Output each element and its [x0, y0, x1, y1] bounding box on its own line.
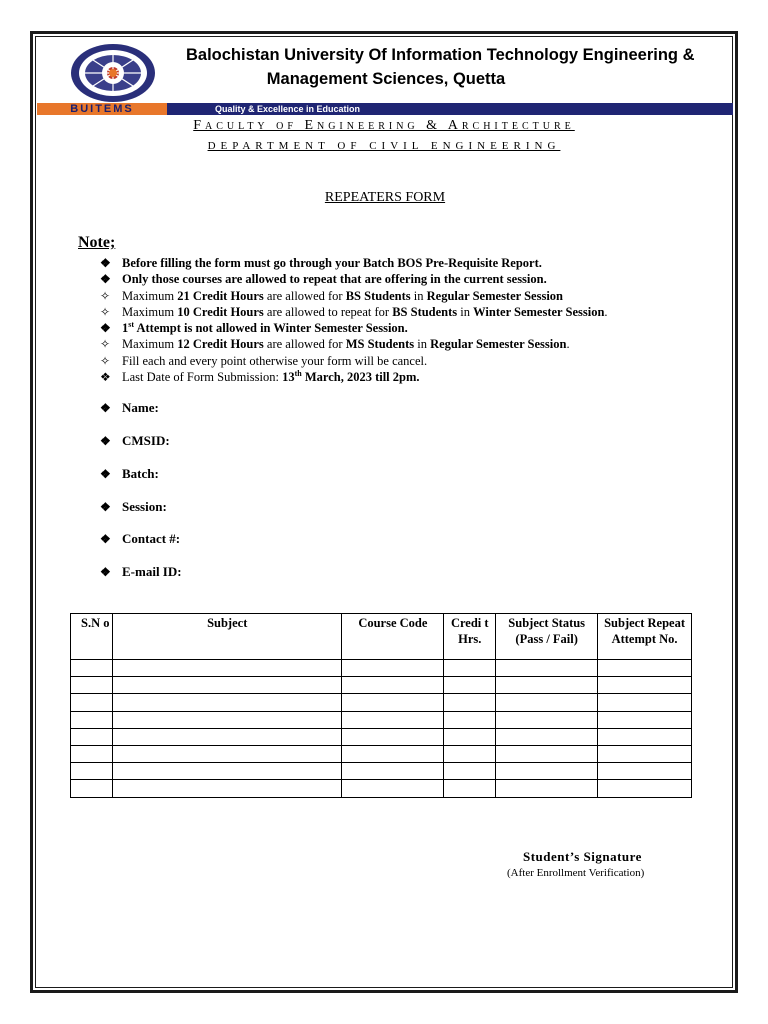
table-row	[71, 745, 692, 762]
note-item: ✧ Maximum 10 Credit Hours are allowed to repeat for BS Students in Winter Semester Session.	[100, 304, 608, 319]
table-cell[interactable]	[342, 763, 444, 780]
diamond-bullet-icon: ❖	[100, 434, 111, 448]
table-cell[interactable]	[598, 711, 692, 728]
table-row	[71, 660, 692, 677]
signature-title: Student’s Signature	[523, 849, 642, 864]
table-cell[interactable]	[598, 660, 692, 677]
field-cmsid[interactable]: ❖ CMSID:	[100, 433, 170, 448]
field-session[interactable]: ❖ Session:	[100, 499, 167, 514]
table-cell[interactable]	[112, 780, 342, 797]
table-cell[interactable]	[112, 745, 342, 762]
table-cell[interactable]	[444, 780, 496, 797]
diamond-bullet-icon: ❖	[100, 500, 111, 514]
table-cell[interactable]	[342, 745, 444, 762]
diamond-bullet-icon: ❖	[100, 532, 111, 546]
note-item: ✧ Fill each and every point otherwise your form will be cancel.	[100, 353, 428, 368]
table-cell[interactable]	[444, 677, 496, 694]
table-cell[interactable]	[496, 677, 598, 694]
table-row	[71, 694, 692, 711]
note-heading: Note;	[78, 234, 116, 251]
diamond-bullet-icon: ❖	[100, 321, 111, 336]
table-cell[interactable]	[71, 728, 113, 745]
table-cell[interactable]	[342, 728, 444, 745]
table-cell[interactable]	[598, 780, 692, 797]
diamond-bullet-icon: ✧	[100, 288, 111, 303]
table-cell[interactable]	[342, 780, 444, 797]
table-cell[interactable]	[598, 677, 692, 694]
diamond-bullet-icon: ✧	[100, 304, 111, 319]
faculty-heading: Faculty of Engineering & Architecture	[193, 118, 575, 133]
note-list	[100, 255, 720, 385]
tagline: Quality & Excellence in Education	[215, 104, 361, 114]
note-item: ❖ Before filling the form must go through your Batch BOS Pre-Requisite Report.	[100, 256, 542, 270]
table-row	[71, 677, 692, 694]
table-cell[interactable]	[598, 763, 692, 780]
table-cell[interactable]	[444, 745, 496, 762]
table-cell[interactable]	[342, 660, 444, 677]
table-cell[interactable]	[496, 711, 598, 728]
table-row	[71, 711, 692, 728]
diamond-bullet-icon: ❖	[100, 565, 111, 579]
repeat-courses-table	[70, 613, 692, 798]
table-cell[interactable]	[496, 780, 598, 797]
table-cell[interactable]	[71, 660, 113, 677]
university-name-line2: Management Sciences, Quetta	[266, 70, 506, 88]
table-cell[interactable]	[71, 763, 113, 780]
table-cell[interactable]	[342, 694, 444, 711]
table-cell[interactable]	[71, 745, 113, 762]
table-cell[interactable]	[444, 694, 496, 711]
diamond-bullet-icon: ❖	[100, 370, 111, 385]
table-cell[interactable]	[598, 728, 692, 745]
table-body	[71, 660, 692, 798]
table-cell[interactable]	[444, 711, 496, 728]
table-cell[interactable]	[71, 711, 113, 728]
table-cell[interactable]	[598, 745, 692, 762]
table-row	[71, 728, 692, 745]
university-logo-icon	[68, 42, 158, 104]
table-cell[interactable]	[71, 677, 113, 694]
table-cell[interactable]	[112, 694, 342, 711]
table-cell[interactable]	[444, 763, 496, 780]
table-cell[interactable]	[496, 745, 598, 762]
form-title: REPEATERS FORM	[324, 190, 446, 205]
logo-wordmark: BUITEMS	[37, 103, 167, 115]
field-email[interactable]: ❖ E-mail ID:	[100, 564, 182, 579]
table-cell[interactable]	[496, 694, 598, 711]
table-row	[71, 763, 692, 780]
note-item: ❖ Last Date of Form Submission: 13th March, 2023 till 2pm.	[100, 368, 420, 385]
table-cell[interactable]	[598, 694, 692, 711]
university-name-line1: Balochistan University Of Information Technology Engineering &	[186, 46, 695, 64]
col-header-repeat-attempt: Subject Repeat Attempt No.	[598, 614, 692, 660]
diamond-bullet-icon: ❖	[100, 401, 111, 415]
table-cell[interactable]	[112, 677, 342, 694]
table-row	[71, 780, 692, 797]
diamond-bullet-icon: ❖	[100, 467, 111, 481]
field-contact[interactable]: ❖ Contact #:	[100, 531, 181, 546]
field-batch[interactable]: ❖ Batch:	[100, 466, 159, 481]
table-cell[interactable]	[112, 711, 342, 728]
col-header-subject: Subject	[112, 614, 342, 660]
diamond-bullet-icon: ✧	[100, 353, 111, 368]
table-cell[interactable]	[342, 711, 444, 728]
col-header-credit-hrs: Credi t Hrs.	[444, 614, 496, 660]
col-header-course-code: Course Code	[342, 614, 444, 660]
table-cell[interactable]	[342, 677, 444, 694]
col-header-sno: S.N o	[71, 614, 113, 660]
field-name[interactable]: ❖ Name:	[100, 400, 159, 415]
table-cell[interactable]	[496, 660, 598, 677]
table-cell[interactable]	[112, 660, 342, 677]
department-heading: DEPARTMENT OF CIVIL ENGINEERING	[207, 140, 561, 152]
diamond-bullet-icon: ❖	[100, 272, 111, 287]
table-cell[interactable]	[496, 763, 598, 780]
table-cell[interactable]	[112, 728, 342, 745]
table-cell[interactable]	[112, 763, 342, 780]
table-cell[interactable]	[444, 728, 496, 745]
note-item: ✧ Maximum 12 Credit Hours are allowed for MS Students in Regular Semester Session.	[100, 337, 570, 352]
note-item: ❖ 1st Attempt is not allowed in Winter Semester Session.	[100, 320, 408, 336]
diamond-bullet-icon: ❖	[100, 256, 111, 270]
table-header-row	[71, 614, 692, 660]
table-cell[interactable]	[496, 728, 598, 745]
table-cell[interactable]	[71, 694, 113, 711]
signature-subtitle: (After Enrollment Verification)	[507, 867, 645, 879]
table-cell[interactable]	[444, 660, 496, 677]
note-item: ❖ Only those courses are allowed to repeat that are offering in the current session.	[100, 272, 547, 287]
col-header-subject-status: Subject Status (Pass / Fail)	[496, 614, 598, 660]
diamond-bullet-icon: ✧	[100, 337, 111, 352]
note-item: ✧ Maximum 21 Credit Hours are allowed for BS Students in Regular Semester Session	[100, 288, 563, 303]
table-cell[interactable]	[71, 780, 113, 797]
